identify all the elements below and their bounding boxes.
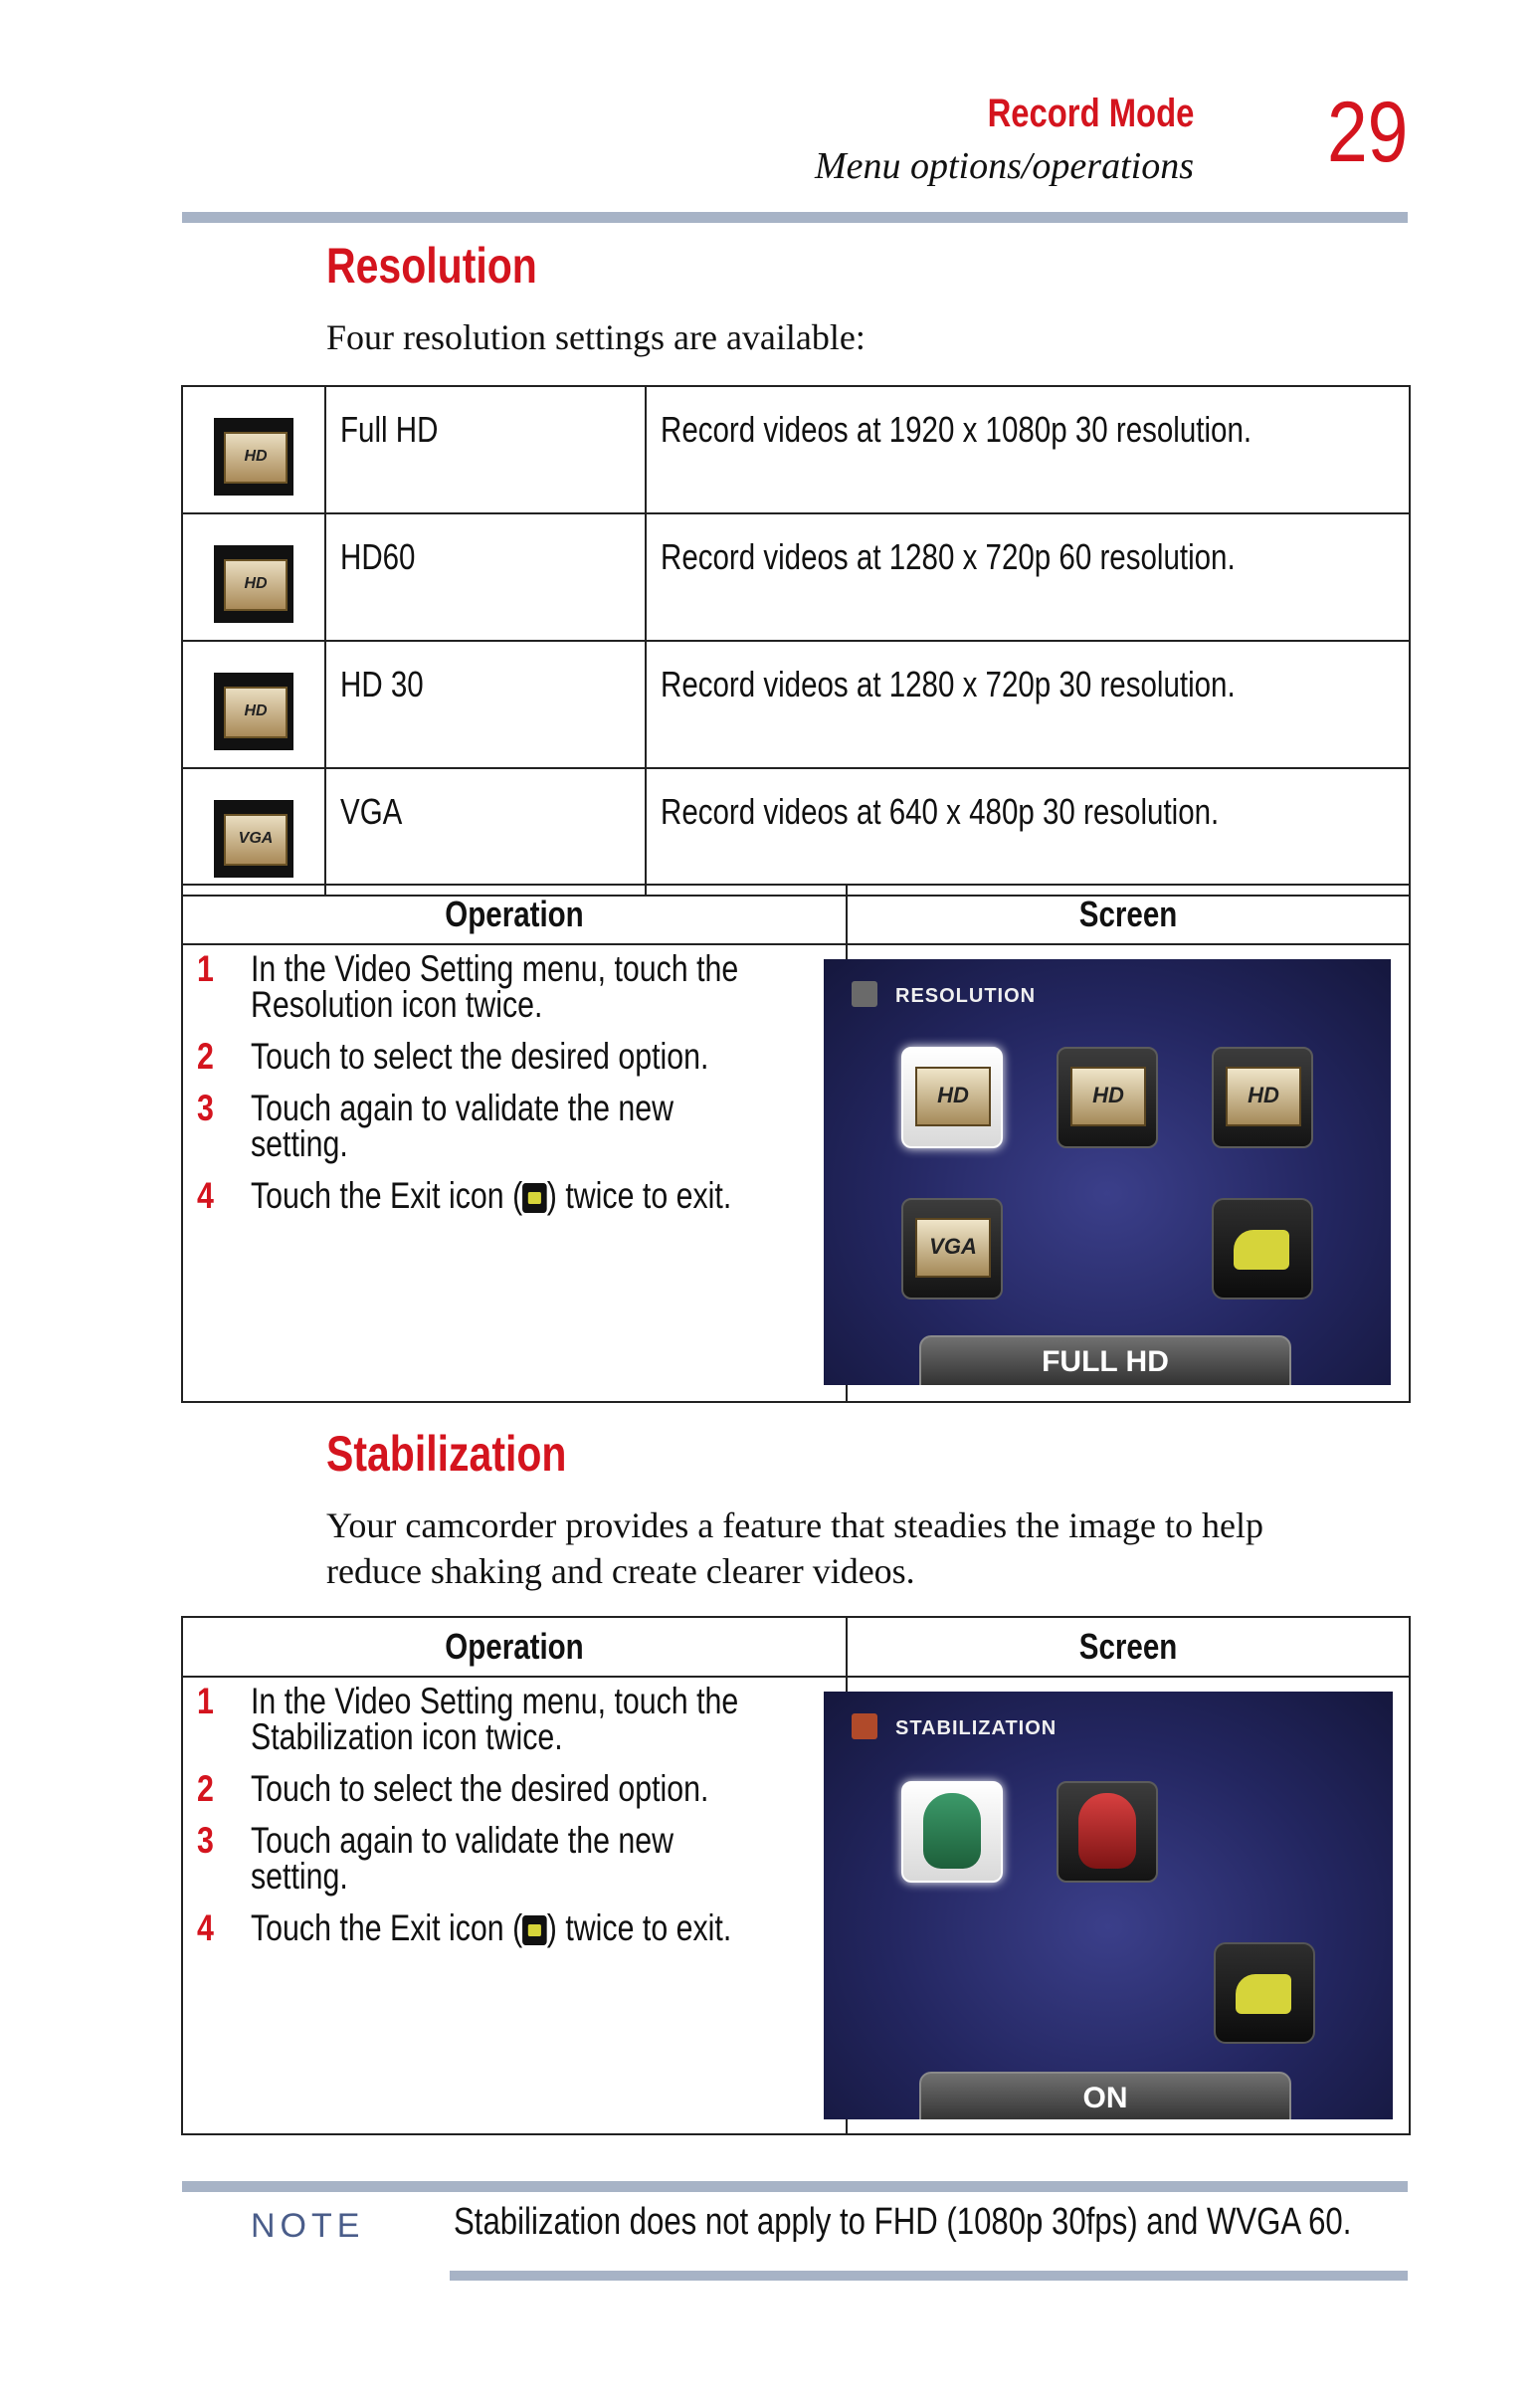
operation-column-header: Operation (182, 885, 847, 944)
red-hand-icon (1078, 1793, 1136, 1869)
resolution-heading: Resolution (326, 238, 537, 294)
operation-steps (183, 1678, 846, 1946)
status-bar: ON (919, 2072, 1291, 2119)
step-2: 2 Touch to select the desired option. (197, 1036, 709, 1077)
full-hd-option[interactable]: HD (901, 1047, 1003, 1148)
resolution-options-table (181, 385, 1411, 897)
hd30-film-icon: HD (214, 673, 293, 750)
stabilization-intro-line2: reduce shaking and create clearer videos. (326, 1551, 915, 1591)
stabilization-intro-line1: Your camcorder provides a feature that steadies the image to help (326, 1505, 1264, 1545)
option-name: VGA (340, 791, 403, 832)
step-3: 3 Touch again to validate the new setting. (197, 1820, 674, 1897)
option-description: Record videos at 1280 x 720p 30 resolution. (661, 664, 1236, 704)
header-rule (182, 212, 1408, 223)
step-4: 4 Touch the Exit icon ( ) twice to exit. (197, 1175, 732, 1216)
stabilization-screen (824, 1692, 1393, 2119)
stabilization-off-option[interactable] (901, 1781, 1003, 1883)
vga-option[interactable]: VGA (901, 1198, 1003, 1300)
page-number: 29 (1327, 85, 1409, 180)
option-name: Full HD (340, 409, 439, 450)
status-bar: FULL HD (919, 1335, 1291, 1385)
option-description: Record videos at 1920 x 1080p 30 resolution. (661, 409, 1252, 450)
table-row (182, 513, 1410, 641)
step-2: 2 Touch to select the desired option. (197, 1768, 709, 1809)
screen-title: RESOLUTION (895, 985, 1037, 1007)
screen-column-header: Screen (847, 885, 1410, 944)
operation-column-header: Operation (182, 1617, 847, 1677)
resolution-intro: Four resolution settings are available: (326, 317, 866, 357)
option-description: Record videos at 640 x 480p 30 resolution. (661, 791, 1220, 832)
resolution-screen (824, 959, 1391, 1385)
stabilization-heading: Stabilization (326, 1426, 567, 1482)
exit-icon (522, 1183, 547, 1213)
step-1: 1 In the Video Setting menu, touch the Resolution icon twice. (197, 948, 739, 1025)
table-row (182, 768, 1410, 896)
option-name: HD 30 (340, 664, 424, 704)
table-row (182, 641, 1410, 768)
step-3: 3 Touch again to validate the new setting. (197, 1088, 674, 1164)
option-name: HD60 (340, 536, 416, 577)
exit-icon (522, 1915, 547, 1945)
step-4: 4 Touch the Exit icon ( ) twice to exit. (197, 1907, 732, 1948)
full-hd-film-icon: HD (214, 418, 293, 496)
step-1: 1 In the Video Setting menu, touch the Stabilization icon twice. (197, 1681, 739, 1757)
table-row (182, 386, 1410, 513)
vga-film-icon: VGA (214, 800, 293, 878)
exit-arrow-icon (1236, 1974, 1291, 2014)
resolution-menu-icon (852, 981, 877, 1007)
stabilization-menu-icon (852, 1713, 877, 1739)
subsection-title: Menu options/operations (814, 145, 1194, 187)
screen-column-header: Screen (847, 1617, 1410, 1677)
option-description: Record videos at 1280 x 720p 60 resolution. (661, 536, 1236, 577)
note-top-rule (182, 2181, 1408, 2192)
note-text: Stabilization does not apply to FHD (1080p 30fps) and WVGA 60. (454, 2201, 1352, 2243)
green-hand-icon (923, 1793, 981, 1869)
operation-steps (183, 945, 846, 1214)
stabilization-on-option[interactable] (1057, 1781, 1158, 1883)
screen-title: STABILIZATION (895, 1717, 1058, 1739)
hd60-film-icon: HD (214, 545, 293, 623)
section-title: Record Mode (987, 92, 1194, 135)
hd30-option[interactable]: HD (1212, 1047, 1313, 1148)
exit-button[interactable] (1212, 1198, 1313, 1300)
note-label: NOTE (251, 2207, 365, 2245)
exit-arrow-icon (1234, 1230, 1289, 1270)
exit-button[interactable] (1214, 1942, 1315, 2044)
hd60-option[interactable]: HD (1057, 1047, 1158, 1148)
note-bottom-rule (450, 2271, 1408, 2281)
